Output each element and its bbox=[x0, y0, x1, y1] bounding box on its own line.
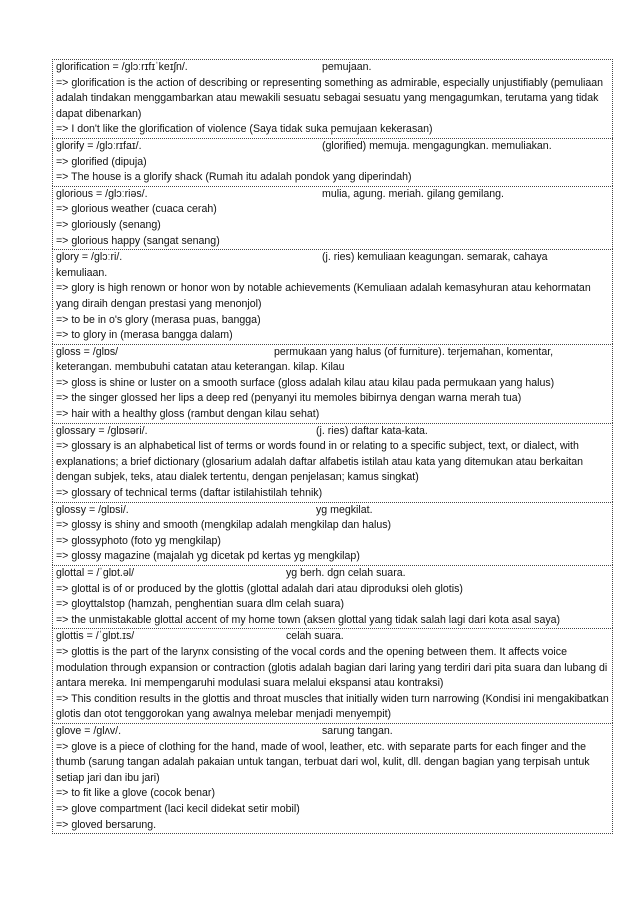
entry-gloss bbox=[52, 344, 613, 423]
headword: gloss = /ɡlɒs/ bbox=[56, 345, 119, 358]
example-line: => glory is high renown or honor won by notable achievements (Kemuliaan adalah kemasyhuran atau kehormatan yang diraih dengan prestasi yang menonjol) bbox=[56, 282, 591, 310]
headword: glorify = /ɡlɔːrɪfaɪ/. bbox=[56, 139, 142, 152]
dictionary-page bbox=[52, 59, 613, 834]
entry-glorification bbox=[52, 59, 613, 138]
headword: glove = /ɡlʌv/. bbox=[56, 724, 122, 737]
example-line: => glorified (dipuja) bbox=[56, 155, 147, 168]
example-line: => glorious happy (sangat senang) bbox=[56, 234, 220, 247]
example-line: => glossary of technical terms (daftar istilahistilah tehnik) bbox=[56, 487, 323, 500]
example-line: => gloyttalstop (hamzah, penghentian suara dlm celah suara) bbox=[56, 598, 344, 611]
definition: celah suara. bbox=[286, 630, 344, 643]
example-line: => hair with a healthy gloss (rambut dengan kilau sehat) bbox=[56, 408, 320, 421]
entry-glottal bbox=[52, 565, 613, 628]
definition: yg berh. dgn celah suara. bbox=[286, 567, 406, 579]
entry-glove bbox=[52, 723, 613, 834]
example-line: => glottis is the part of the larynx consisting of the vocal cords and the opening between them. It affects voice modulation through expansion or contraction (glotis adalah bagian dari laring yang terdiri dari pita suara dan lubang di antara mereka. Ini mempengaruhi modulasi suara melalui ekspansi atau kontraksi) bbox=[56, 645, 608, 690]
definition: yg megkilat. bbox=[316, 503, 373, 516]
example-line: => glossy magazine (majalah yg dicetak pd kertas yg mengkilap) bbox=[56, 550, 360, 563]
definition: mulia, agung. meriah. gilang gemilang. bbox=[322, 187, 504, 200]
example-line: => gloved bersarung. bbox=[56, 818, 157, 831]
example-line: => I don't like the glorification of violence (Saya tidak suka pemujaan kekerasan) bbox=[56, 123, 433, 136]
definition: (glorified) memuja. mengagungkan. memuliakan. bbox=[322, 139, 552, 152]
entry-glorify bbox=[52, 138, 613, 186]
definition: (j. ries) daftar kata-kata. bbox=[316, 424, 428, 437]
example-line: => to fit like a glove (cocok benar) bbox=[56, 787, 215, 800]
entry-glottis bbox=[52, 628, 613, 723]
headword: glottal = /ˈɡlɒt.əl/ bbox=[56, 567, 135, 579]
definition-continued: keterangan. membubuhi catatan atau keterangan. kilap. Kilau bbox=[56, 361, 345, 374]
headword: glottis = /ˈɡlɒt.ɪs/ bbox=[56, 630, 135, 643]
headword: glossy = /ɡlɒsi/. bbox=[56, 503, 129, 516]
headword: glossary = /ɡlɒsəri/. bbox=[56, 424, 148, 437]
example-line: => the singer glossed her lips a deep red (penyanyi itu memoles bibirnya dengan warna merah tua) bbox=[56, 392, 522, 405]
definition: permukaan yang halus (of furniture). terjemahan, komentar, bbox=[274, 345, 554, 358]
example-line: => glorious weather (cuaca cerah) bbox=[56, 203, 217, 216]
example-line: => This condition results in the glottis and throat muscles that initially widen turn narrowing (Kondisi ini mengakibatkan glotis dan otot tenggorokan yang awalnya melebar menjadi menyempit) bbox=[56, 692, 609, 721]
example-line: => glove is a piece of clothing for the hand, made of wool, leather, etc. with separate parts for each finger and the thumb (sarung tangan adalah pakaian untuk tangan, terbuat dari wol, kulit, dll. dengan bagian yang terpisah untuk setiap jari dan ibu jari) bbox=[56, 740, 590, 784]
example-line: => glossary is an alphabetical list of terms or words found in or relating to a specific subject, text, or dialect, with explanations; a brief dictionary (glosarium adalah daftar alfabetis istilah atau kata yang ditemukan atau berkaitan dengan subjek, teks, atau dialek tertentu, dengan penjelasan; kamus singkat) bbox=[56, 440, 584, 484]
example-line: => glottal is of or produced by the glottis (glottal adalah dari atau diproduksi oleh glotis) bbox=[56, 582, 463, 595]
example-line: => glossy is shiny and smooth (mengkilap adalah mengkilap dan halus) bbox=[56, 519, 392, 532]
entry-glory bbox=[52, 249, 613, 344]
example-line: => to be in o's glory (merasa puas, bangga) bbox=[56, 313, 261, 326]
definition: (j. ries) kemuliaan keagungan. semarak, cahaya bbox=[322, 251, 548, 264]
entry-glossary bbox=[52, 423, 613, 502]
headword: glorious = /ɡlɔːriəs/. bbox=[56, 187, 148, 200]
example-line: => gloss is shine or luster on a smooth surface (gloss adalah kilau atau kilau pada permukaan yang halus) bbox=[56, 376, 555, 389]
example-line: => the unmistakable glottal accent of my home town (aksen glottal yang tidak salah lagi dari kota asal saya) bbox=[56, 613, 561, 626]
entry-glorious bbox=[52, 186, 613, 249]
example-line: => gloriously (senang) bbox=[56, 218, 161, 231]
definition: sarung tangan. bbox=[322, 724, 393, 737]
entry-glossy bbox=[52, 502, 613, 565]
headword: glorification = /ɡlɔːrɪfɪˈkeɪʃn/. bbox=[56, 61, 188, 73]
headword: glory = /ɡlɔːri/. bbox=[56, 251, 123, 264]
example-line: => to glory in (merasa bangga dalam) bbox=[56, 329, 233, 342]
definition: pemujaan. bbox=[322, 61, 372, 73]
example-line: => glorification is the action of describing or representing something as admirable, especially unjustifiably (pemuliaan adalah tindakan menggambarkan atau mewakili sesuatu sebagai sesuatu yang mengagumkan, terutama yang tidak dapat dibenarkan) bbox=[56, 76, 604, 120]
example-line: => glossyphoto (foto yg mengkilap) bbox=[56, 534, 221, 547]
example-line: => The house is a glorify shack (Rumah itu adalah pondok yang diperindah) bbox=[56, 171, 412, 184]
definition-continued: kemuliaan. bbox=[56, 266, 108, 279]
example-line: => glove compartment (laci kecil didekat setir mobil) bbox=[56, 802, 300, 815]
